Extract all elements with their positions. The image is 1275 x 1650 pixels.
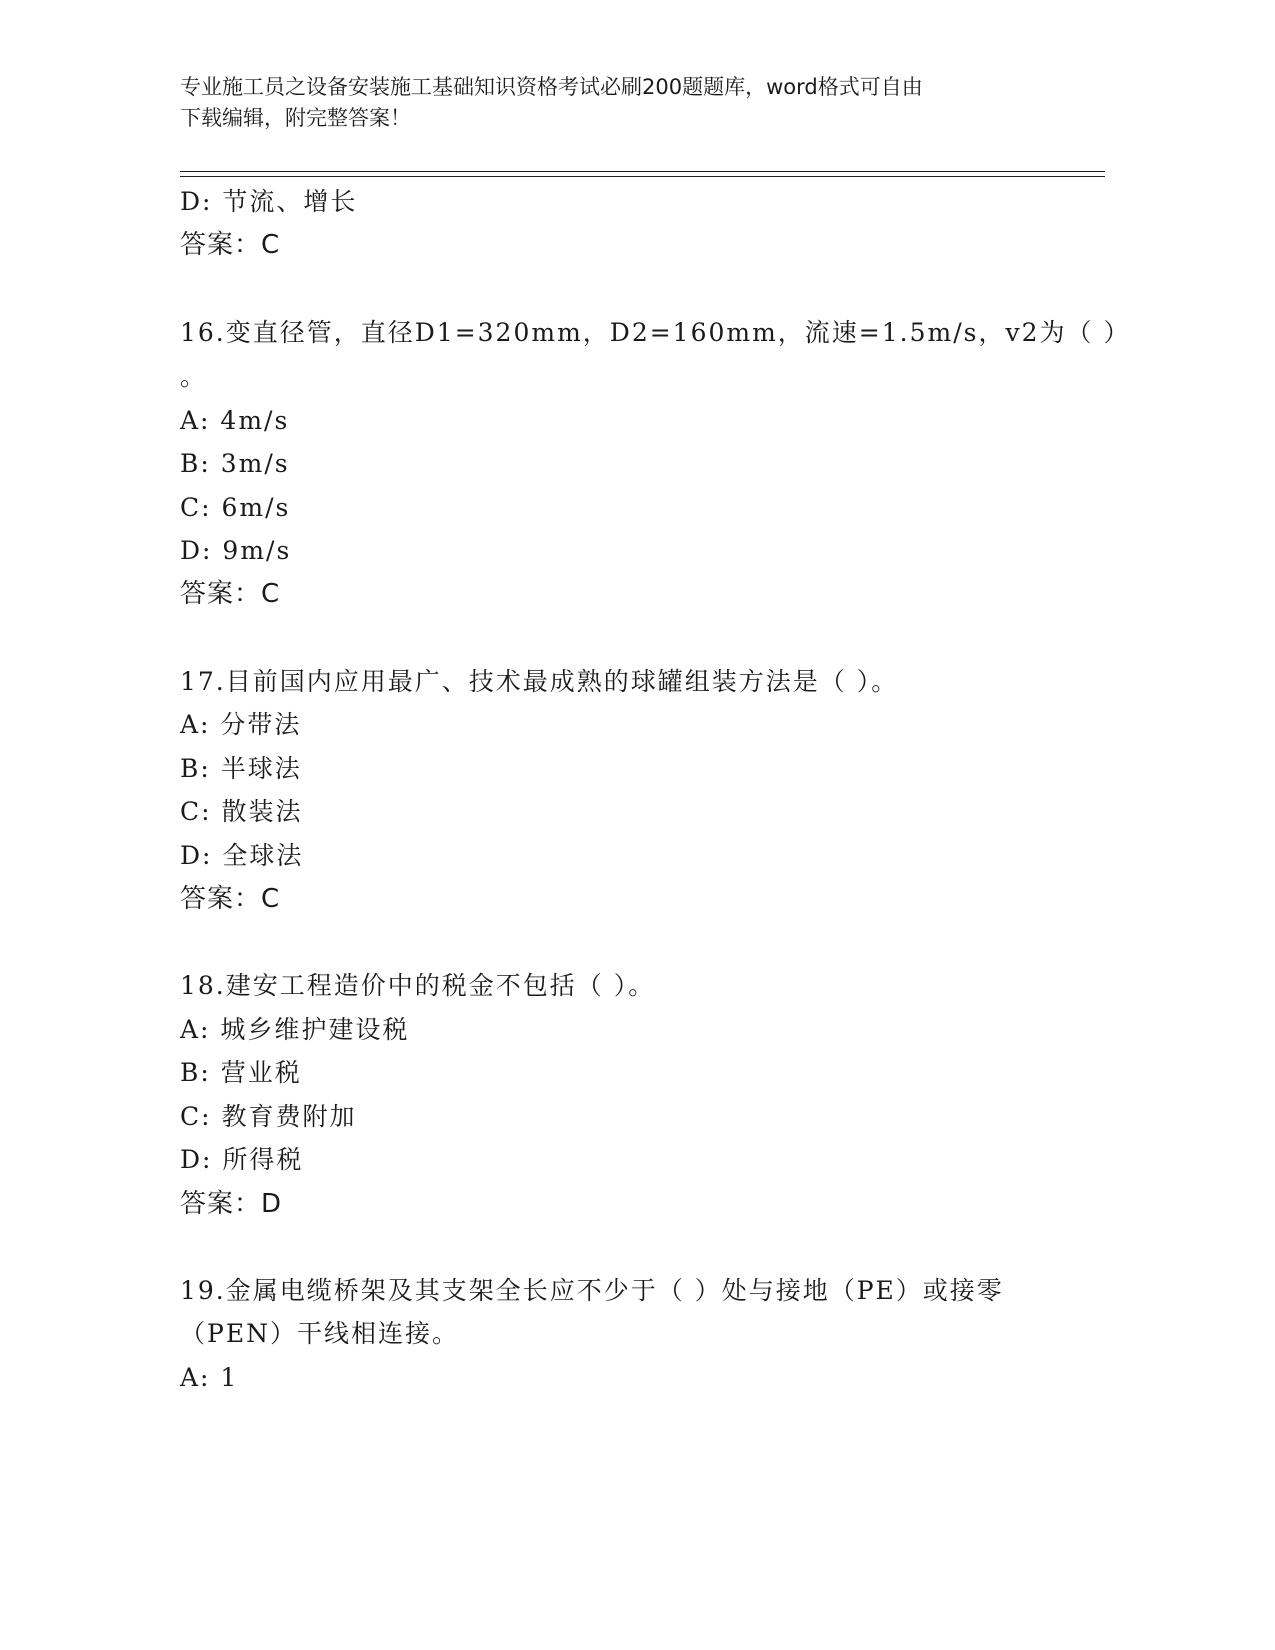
q17-option-b: B: 半球法	[180, 754, 302, 783]
q16-option-a: A: 4m/s	[180, 406, 290, 435]
q19-stem-line-1: 19.金属电缆桥架及其支架全长应不少于（ ）处与接地（PE）或接零	[180, 1276, 1004, 1305]
prev-answer: 答案：C	[180, 230, 281, 260]
q17-option-a: A: 分带法	[180, 710, 302, 739]
q16-answer: 答案：C	[180, 579, 281, 609]
header-divider-bottom	[180, 176, 1105, 177]
q17-option-c: C: 散装法	[180, 797, 303, 826]
q19-option-a: A: 1	[180, 1363, 239, 1392]
document-header	[180, 72, 1080, 134]
q18-stem: 18.建安工程造价中的税金不包括（ ）。	[180, 971, 656, 1000]
q16-option-c: C: 6m/s	[180, 493, 291, 522]
q18-option-b: B: 营业税	[180, 1058, 302, 1087]
q16-stem-line-1: 16.变直径管，直径D1=320mm，D2=160mm，流速=1.5m/s，v2为（ ）	[180, 318, 1131, 347]
q17-answer: 答案：C	[180, 884, 281, 914]
q18-option-d: D: 所得税	[180, 1145, 304, 1174]
q16-stem-line-2: 。	[180, 362, 208, 391]
q18-answer: 答案：D	[180, 1189, 283, 1219]
prev-option-d: D: 节流、增长	[180, 187, 358, 216]
q16-option-d: D: 9m/s	[180, 536, 292, 565]
header-title-line-1: 专业施工员之设备安装施工基础知识资格考试必刷200题题库，word格式可自由	[180, 75, 923, 99]
q16-option-b: B: 3m/s	[180, 449, 290, 478]
q18-option-a: A: 城乡维护建设税	[180, 1015, 410, 1044]
header-title-line-2: 下载编辑，附完整答案！	[180, 106, 411, 130]
q18-option-c: C: 教育费附加	[180, 1102, 357, 1131]
q17-option-d: D: 全球法	[180, 841, 304, 870]
q19-stem-line-2: （PEN）干线相连接。	[180, 1319, 459, 1348]
q17-stem: 17.目前国内应用最广、技术最成熟的球罐组装方法是（ ）。	[180, 667, 899, 696]
header-divider-top	[180, 171, 1105, 172]
